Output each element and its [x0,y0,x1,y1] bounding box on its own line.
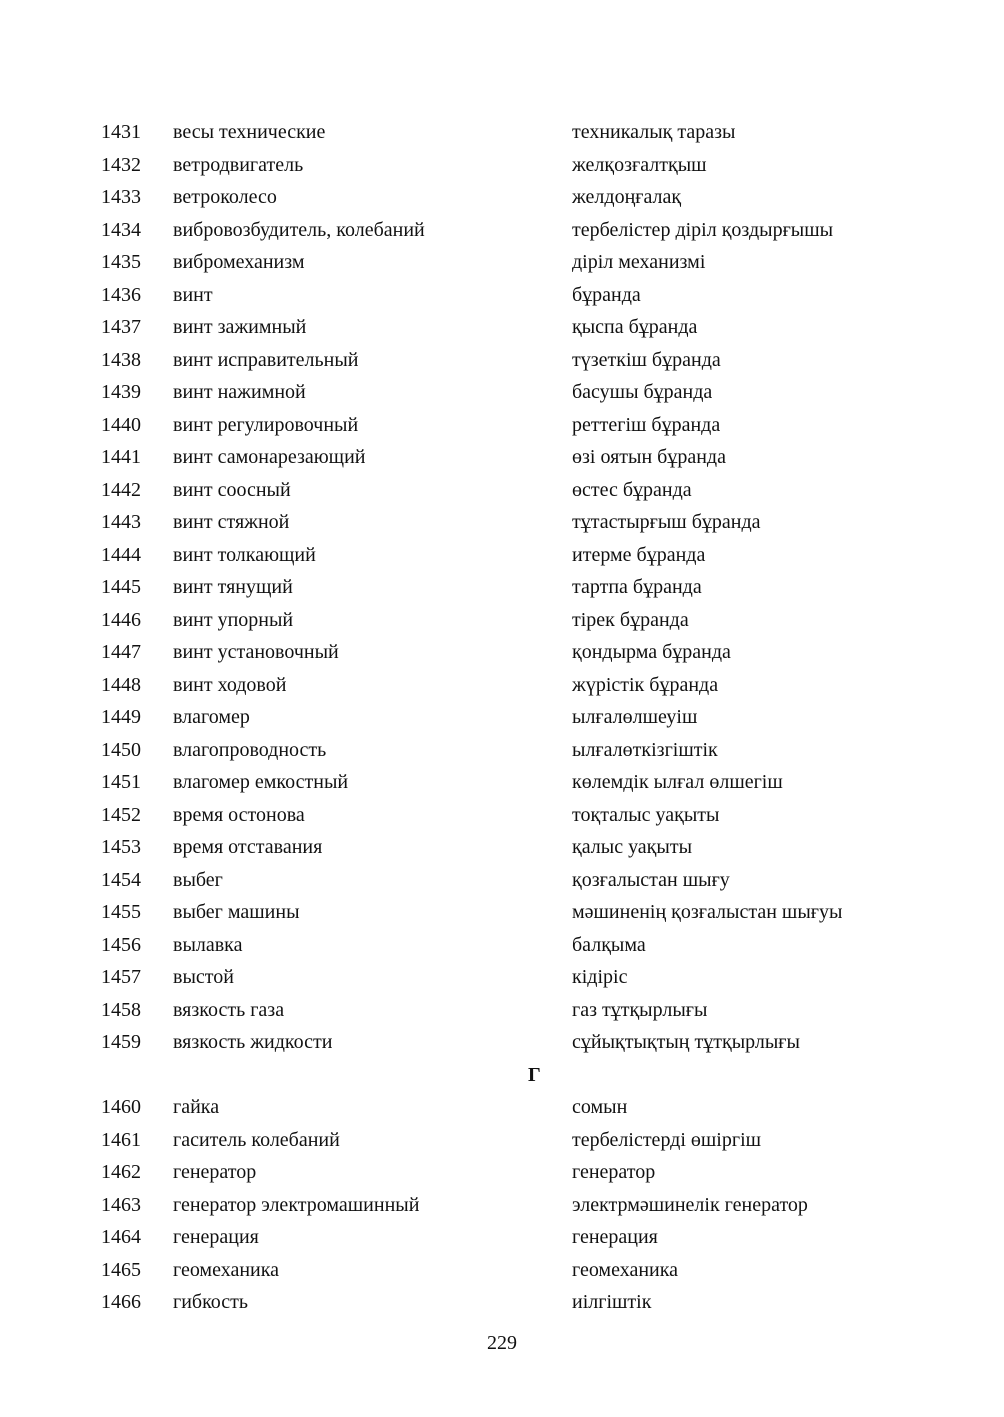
entry-kazakh-term: желқозғалтқыш [572,153,707,176]
dictionary-entries [0,116,1004,1319]
entry-number: 1459 [101,1031,141,1053]
entry-russian-term: винт зажимный [173,316,307,338]
entry-russian-term: винт упорный [173,608,294,631]
entry-number: 1461 [101,1128,141,1151]
entry-kazakh-term: тербелістерді өшіргіш [572,1128,762,1151]
entry-kazakh-term: тербелістер діріл қоздырғышы [572,218,834,241]
entry-kazakh-term: қыспа бұранда [572,316,698,338]
entry-kazakh-term: техникалық таразы [572,121,736,143]
dictionary-entry [0,311,1004,344]
entry-number: 1445 [101,576,141,598]
entry-russian-term: выбег [173,868,223,891]
entry-kazakh-term: желдоңғалақ [572,186,682,208]
entry-kazakh-term: діріл механизмі [572,251,706,273]
dictionary-entry [0,701,1004,734]
dictionary-entry [0,604,1004,637]
dictionary-entry [0,1026,1004,1059]
entry-kazakh-term: қондырма бұранда [572,641,731,663]
entry-number: 1462 [101,1161,141,1183]
dictionary-entry [0,376,1004,409]
entry-russian-term: винт [173,283,213,306]
entry-russian-term: винт ходовой [173,673,287,696]
entry-russian-term: винт тянущий [173,576,293,598]
dictionary-entry [0,116,1004,149]
entry-russian-term: влагопроводность [173,738,327,761]
dictionary-entry [0,571,1004,604]
entry-kazakh-term: балқыма [572,933,646,956]
entry-russian-term: гибкость [173,1291,249,1313]
entry-number: 1452 [101,803,141,826]
dictionary-entry [0,1221,1004,1254]
entry-number: 1456 [101,933,141,956]
entry-number: 1458 [101,998,141,1021]
entry-kazakh-term: сұйықтықтың тұтқырлығы [572,1031,800,1053]
entry-kazakh-term: генерация [572,1226,658,1248]
entry-number: 1457 [101,966,141,988]
dictionary-entry [0,864,1004,897]
entry-russian-term: винт нажимной [173,381,306,403]
dictionary-entry [0,1286,1004,1319]
entry-number: 1453 [101,836,141,858]
entry-kazakh-term: ылғалөлшеуіш [572,706,698,728]
entry-number: 1460 [101,1096,141,1118]
entry-russian-term: геомеханика [173,1258,280,1281]
entry-russian-term: выбег машины [173,901,300,923]
entry-number: 1455 [101,901,141,923]
entry-russian-term: винт регулировочный [173,413,359,436]
entry-number: 1450 [101,738,141,761]
entry-kazakh-term: тұтастырғыш бұранда [572,511,761,533]
entry-russian-term: винт самонарезающий [173,446,366,468]
dictionary-entry [0,636,1004,669]
entry-russian-term: вязкость жидкости [173,1031,333,1053]
entry-kazakh-term: геомеханика [572,1258,679,1281]
dictionary-entry [0,344,1004,377]
entry-kazakh-term: көлемдік ылғал өлшегіш [572,771,783,793]
entry-kazakh-term: реттегіш бұранда [572,413,721,436]
dictionary-entry [0,1254,1004,1287]
entry-number: 1435 [101,251,141,273]
entry-russian-term: винт толкающий [173,543,316,566]
dictionary-entry [0,766,1004,799]
entry-number: 1454 [101,868,141,891]
entry-russian-term: генерация [173,1226,259,1248]
entry-russian-term: влагомер [173,706,250,728]
entry-number: 1466 [101,1291,141,1313]
entry-russian-term: время отставания [173,836,323,858]
entry-kazakh-term: иілгіштік [572,1291,652,1313]
entry-number: 1433 [101,186,141,208]
dictionary-entry [0,799,1004,832]
entry-kazakh-term: тірек бұранда [572,608,689,631]
entry-russian-term: весы технические [173,121,326,143]
entries-list-v [0,116,1004,1059]
entry-number: 1451 [101,771,141,793]
entry-number: 1465 [101,1258,141,1281]
entry-number: 1431 [101,121,141,143]
section-heading [0,1059,1004,1092]
entry-number: 1439 [101,381,141,403]
entry-russian-term: винт установочный [173,641,339,663]
entry-number: 1446 [101,608,141,631]
entry-russian-term: выстой [173,966,234,988]
section-letter: Г [528,1063,541,1086]
entry-kazakh-term: басушы бұранда [572,381,713,403]
entry-number: 1442 [101,478,141,501]
entry-number: 1436 [101,283,141,306]
dictionary-entry [0,994,1004,1027]
entry-russian-term: вылавка [173,933,243,956]
entry-kazakh-term: мәшиненің қозғалыстан шығуы [572,901,843,923]
dictionary-entry [0,1156,1004,1189]
entry-number: 1437 [101,316,141,338]
entry-russian-term: вибромеханизм [173,251,305,273]
entry-number: 1449 [101,706,141,728]
entry-russian-term: винт исправительный [173,348,359,371]
entry-russian-term: время остонова [173,803,305,826]
entry-kazakh-term: қозғалыстан шығу [572,868,730,891]
entry-kazakh-term: түзеткіш бұранда [572,348,721,371]
dictionary-entry [0,474,1004,507]
entry-kazakh-term: өстес бұранда [572,478,692,501]
dictionary-entry [0,1189,1004,1222]
entry-russian-term: ветродвигатель [173,153,304,176]
dictionary-entry [0,734,1004,767]
entry-kazakh-term: итерме бұранда [572,543,706,566]
entry-russian-term: ветроколесо [173,186,277,208]
entry-russian-term: гайка [173,1096,220,1118]
entry-kazakh-term: кідіріс [572,966,628,988]
entry-russian-term: влагомер емкостный [173,771,349,793]
dictionary-entry [0,896,1004,929]
entry-number: 1464 [101,1226,141,1248]
dictionary-entry [0,214,1004,247]
entry-russian-term: винт соосный [173,478,291,501]
entry-number: 1434 [101,218,141,241]
entry-number: 1448 [101,673,141,696]
entry-kazakh-term: өзі оятын бұранда [572,446,726,468]
dictionary-entry [0,279,1004,312]
entry-russian-term: вибровозбудитель, колебаний [173,218,425,241]
entry-kazakh-term: қалыс уақыты [572,836,693,858]
page-number: 229 [487,1332,517,1354]
entry-russian-term: винт стяжной [173,511,290,533]
entry-number: 1463 [101,1193,141,1216]
entry-number: 1432 [101,153,141,176]
entries-list-g [0,1091,1004,1319]
entry-number: 1440 [101,413,141,436]
dictionary-entry [0,1091,1004,1124]
entry-russian-term: гаситель колебаний [173,1128,340,1151]
entry-kazakh-term: ылғалөткізгіштік [572,738,718,761]
entry-kazakh-term: бұранда [572,283,641,306]
dictionary-entry [0,929,1004,962]
entry-number: 1447 [101,641,141,663]
dictionary-entry [0,831,1004,864]
entry-russian-term: генератор [173,1161,257,1183]
entry-number: 1441 [101,446,141,468]
dictionary-entry [0,246,1004,279]
dictionary-entry [0,506,1004,539]
entry-number: 1444 [101,543,141,566]
dictionary-entry [0,181,1004,214]
entry-kazakh-term: генератор [572,1161,656,1183]
dictionary-entry [0,539,1004,572]
entry-kazakh-term: газ тұтқырлығы [572,998,708,1021]
dictionary-entry [0,149,1004,182]
entry-russian-term: вязкость газа [173,998,285,1021]
entry-kazakh-term: жүрістік бұранда [572,673,719,696]
entry-kazakh-term: сомын [572,1096,628,1118]
dictionary-entry [0,441,1004,474]
dictionary-entry [0,1124,1004,1157]
dictionary-entry [0,961,1004,994]
entry-kazakh-term: электрмәшинелік генератор [572,1193,808,1216]
entry-number: 1443 [101,511,141,533]
entry-kazakh-term: тартпа бұранда [572,576,702,598]
dictionary-entry [0,669,1004,702]
entry-kazakh-term: тоқталыс уақыты [572,803,720,826]
entry-russian-term: генератор электромашинный [173,1193,420,1216]
entry-number: 1438 [101,348,141,371]
dictionary-entry [0,409,1004,442]
